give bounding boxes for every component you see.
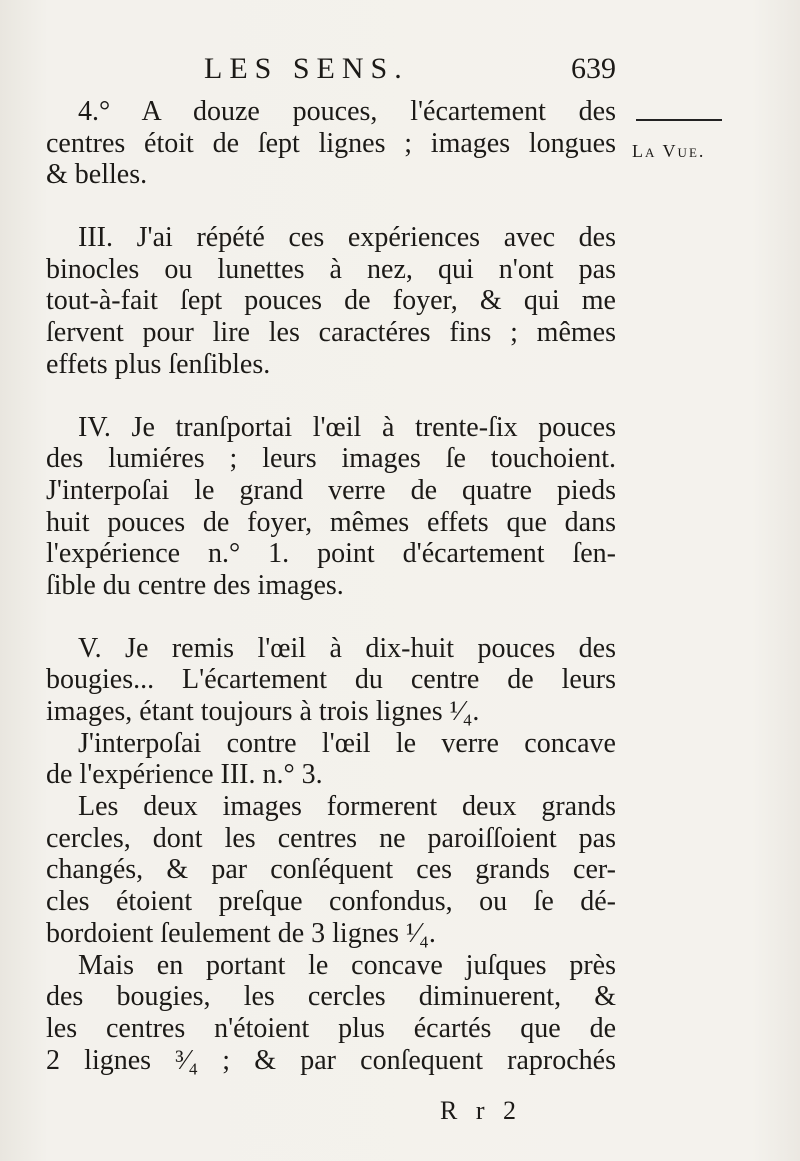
body-text [46, 96, 616, 1076]
text-line: cercles, dont les centres ne paroiſſoient pas [46, 822, 616, 854]
text-line: des bougies, les cercles diminuerent, & [46, 981, 616, 1013]
text-line: Les deux images formerent deux grands [78, 791, 616, 823]
margin-rule [636, 119, 722, 121]
text-line: les centres n'étoient plus écartés que de [46, 1012, 616, 1044]
text-line: ſible du centre des images. [46, 569, 344, 601]
text-line: cles étoient preſque confondus, ou ſe dé- [46, 886, 616, 918]
text-line: effets plus ſenſibles. [46, 348, 271, 380]
text-line: IV. Je tranſportai l'œil à trente-ſix pouces [78, 411, 616, 443]
page-header [46, 52, 616, 92]
text-line: 4.° A douze pouces, l'écartement des [78, 96, 616, 127]
text-line: J'interpoſai le grand verre de quatre pieds [46, 474, 616, 506]
text-line: 2 lignes ³⁄₄ ; & par conſequent raprochés [46, 1044, 616, 1076]
text-line: centres étoit de ſept lignes ; images longues [46, 127, 616, 159]
text-line: l'expérience n.° 1. point d'écartement ſen- [46, 538, 616, 570]
text-line: V. Je remis l'œil à dix-huit pouces des [78, 632, 616, 664]
text-line: III. J'ai répété ces expériences avec des [78, 222, 616, 254]
text-line: tout-à-fait ſept pouces de foyer, & qui me [46, 285, 616, 317]
text-line: ſervent pour lire les caractéres fins ; mêmes [46, 317, 616, 349]
text-line: Mais en portant le concave juſques près [78, 949, 616, 981]
margin-note: La Vue. [632, 141, 706, 161]
text-line: binocles ou lunettes à nez, qui n'ont pas [46, 253, 616, 285]
text-line: & belles. [46, 159, 148, 191]
running-head: LES SENS. [204, 52, 409, 85]
text-line: bordoient ſeulement de 3 lignes ¹⁄₄. [46, 917, 436, 949]
text-line: bougies... L'écartement du centre de leurs [46, 664, 616, 696]
signature-mark: R r 2 [440, 1096, 522, 1125]
text-line: huit pouces de foyer, mêmes effets que dans [46, 506, 616, 538]
text-line: de l'expérience III. n.° 3. [46, 759, 323, 791]
text-line: des lumiéres ; leurs images ſe touchoient. [46, 443, 616, 475]
text-line: images, étant toujours à trois lignes ¹⁄₄. [46, 696, 480, 727]
text-line: J'interpoſai contre l'œil le verre concave [78, 727, 616, 759]
page-number: 639 [571, 52, 616, 85]
text-line: changés, & par conſéquent ces grands cer- [46, 854, 616, 886]
